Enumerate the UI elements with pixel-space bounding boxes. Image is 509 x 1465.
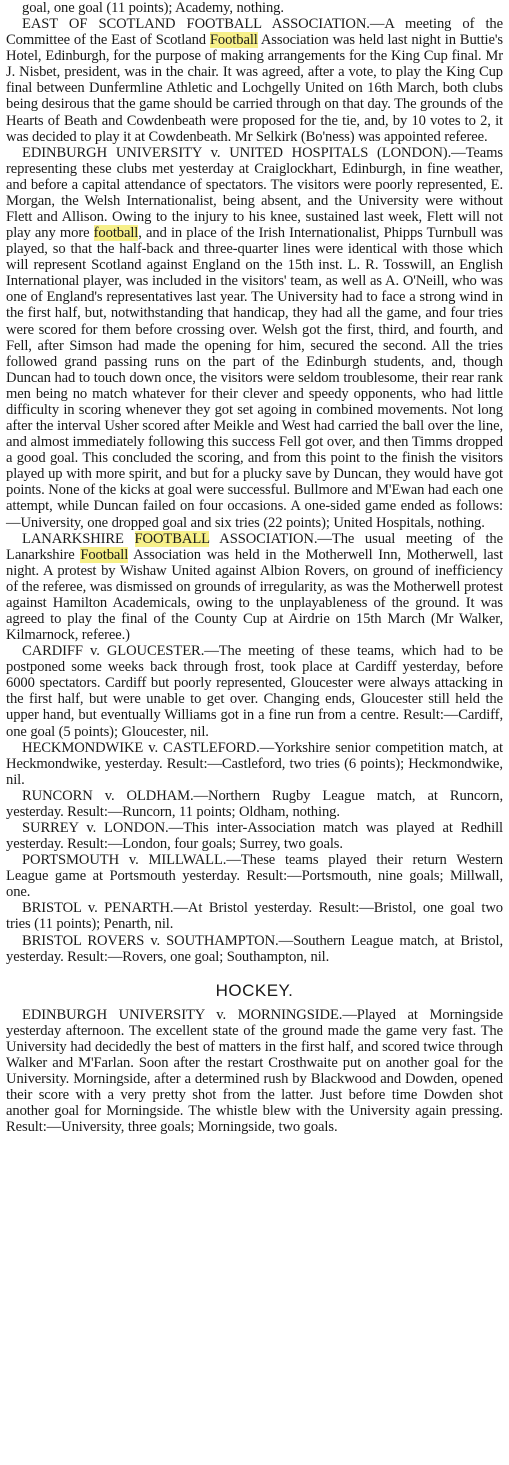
report-bristol [6,900,503,932]
report-east-of-scotland [6,16,503,145]
article-text: CARDIFF v. GLOUCESTER.—The meeting of these teams, which had to be postponed some weeks back through frost, took place at Cardiff yesterday, before 6000 spectators. Cardiff but poorly represented, Gloucester were always attacking in the first half, but were unable to get over. Changing ends, Gloucester still held the upper hand, but eventually Williams got in a fine run from a centre. Result:—Cardiff, one goal (5 points); Gloucester, nil. [6,643,503,740]
report-runcorn [6,788,503,820]
article-text: HECKMONDWIKE v. CASTLEFORD.—Yorkshire senior competition match, at Heckmondwike, yesterday. Result:—Castleford, two tries (6 points); Heckmondwike, nil. [6,739,503,788]
article-text: SURREY v. LONDON.—This inter-Association match was played at Redhill yesterday. Result:—London, four goals; Surrey, two goals. [6,819,503,853]
article-text: BRISTOL v. PENARTH.—At Bristol yesterday. Result:—Bristol, one goal two tries (11 points); Penarth, nil. [6,900,503,933]
article-text: Association was held last night in Buttie's Hotel, Edinburgh, for the purpose of making arrangements for the King Cup final. Mr J. Nisbet, president, was in the chair. It was agreed, after a vote, to play the King Cup final between Dunfermline Athletic and Lochgelly United on 16th March, both clubs being desirous that the game should be carried through on that day. The grounds of the Hearts of Beath and Cowdenbeath were proposed for the tie, and, by 10 votes to 2, it was decided to play it at Cowdenbeath. Mr Selkirk (Bo'ness) was appointed referee. [6,32,503,145]
highlighted-keyword: FOOTBALL [134,530,210,547]
report-heckmondwike [6,740,503,788]
article-text: PORTSMOUTH v. MILLWALL.—These teams played their return Western League game at Portsmouth yesterday. Result:—Portsmouth, nine goals; Millwall, one. [6,852,503,901]
article-text: Association was held in the Motherwell Inn, Motherwell, last night. A protest by Wishaw United against Albion Rovers, on ground of inefficiency of the referee, was dismissed on grounds of irregularity, as was the Motherwell protest against Hamilton Academicals, owing to the unplayableness of the ground. It was agreed to play the final of the County Cup at Airdrie on 15th March (Mr Walker, Kilmarnock, referee.) [6,546,503,644]
article-text: LANARKSHIRE [22,530,135,547]
article-text: RUNCORN v. OLDHAM.—Northern Rugby League match, at Runcorn, yesterday. Result:—Runcorn, 11 points; Oldham, nothing. [6,787,503,820]
report-bristol-rovers [6,933,503,965]
highlighted-keyword: Football [209,32,258,49]
article-text: BRISTOL ROVERS v. SOUTHAMPTON.—Southern League match, at Bristol, yesterday. Result:—Rovers, one goal; Southampton, nil. [6,932,503,965]
article-text: EAST OF SCOTLAND FOOTBALL ASSOCIATION.—A meeting of the Committee of the East of Scotland [6,16,503,49]
article-text: , and in place of the Irish Internationalist, Phipps Turnbull was played, so that the half-back and three-quarter lines were identical with those which will represent Scotland against England on the 15th inst. L. R. Tosswill, an English International player, was included in the visitors' team, as well as A. O'Neill, who was one of England's representatives last year. The University had to face a strong wind in the first half, but, notwithstanding that handicap, they had all the game, and four tries were scored for them before crossing over. Welsh got the first, third, and fourth, and Fell, after Simson had made the opening for him, secured the second. All the tries followed grand passing runs on the part of the Edinburgh students, and, though Duncan had to touch down once, the visitors were seldom troublesome, their rear rank men being no match whatever for their clever and speedy opponents, who had little difficulty in scoring whenever they got set agoing in combined movements. Not long after the interval Usher scored after Meikle and West had carried the ball over the line, and almost immediately following this success Fell got over, and then Timms dropped a good goal. This concluded the scoring, and from this point to the finish the visitors played up with more spirit, and but for a plucky save by Duncan, they would have got points. None of the kicks at goal were successful. Bullmore and M'Ewan had each one attempt, while Duncan failed on four occasions. A one-sided game ended as follows:—University, one dropped goal and six tries (22 points); United Hospitals, nothing. [6,225,503,531]
report-lanarkshire [6,531,503,644]
football-reports [6,16,503,965]
article-column [6,0,503,1135]
report-edinburgh-university [6,145,503,531]
hockey-report [6,1007,503,1136]
top-cut-fragment: goal, one goal (11 points); Academy, nothing. [22,0,284,16]
article-text: ASSOCIATION.—The usual meeting of the Lanarkshire [6,530,503,563]
article-text: EDINBURGH UNIVERSITY v. UNITED HOSPITALS (LONDON).—Teams representing these clubs met yesterday at Craiglockhart, Edinburgh, in fine weather, and before a capital attendance of spectators. The visitors were poorly represented, E. Morgan, the Welsh Internationalist, being absent, and the University were without Flett and Allison. Owing to the injury to his knee, sustained last week, Flett will not play any more [6,144,503,242]
report-surrey [6,820,503,852]
report-cardiff [6,643,503,739]
report-portsmouth [6,852,503,900]
highlighted-keyword: Football [80,546,129,563]
article-text: EDINBURGH UNIVERSITY v. MORNINGSIDE.—Played at Morningside yesterday afternoon. The excellent state of the ground made the game very fast. The University had decidedly the best of matters in the first half, and scored twice through Walker and M'Farlan. Soon after the restart Crosthwaite put on another goal for the University. Morningside, after a determined rush by Blackwood and Dowden, opened their score with a very pretty shot from the latter. Just before time Dowden shot another goal for Morningside. The whistle blew with the University again pressing. Result:—University, three goals; Morningside, two goals. [6,1006,503,1136]
highlighted-keyword: football [93,225,139,242]
hockey-heading: HOCKEY. [215,980,294,1000]
